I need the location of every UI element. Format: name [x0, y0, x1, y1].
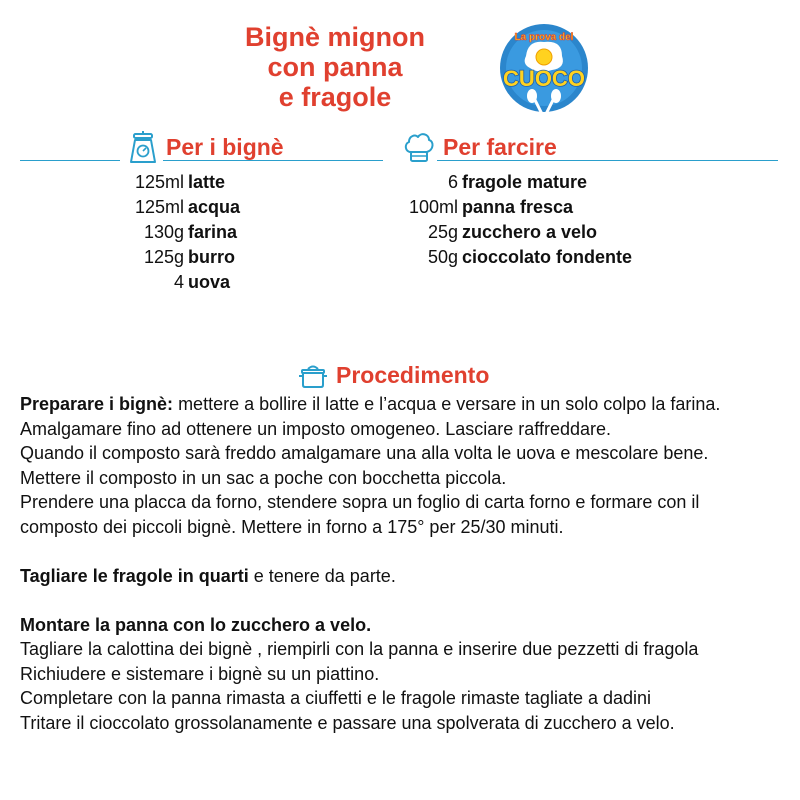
title-line-3: e fragole — [278, 82, 392, 112]
procedure-line — [20, 564, 790, 589]
ingredient-qty: 125ml — [134, 172, 184, 192]
section-farcire-title: Per farcire — [443, 133, 557, 160]
section-procedimento-title: Procedimento — [336, 362, 490, 388]
procedure-line: Mettere il composto in un sac a poche con bocchetta piccola. — [20, 467, 507, 488]
section-bigne-title: Per i bignè — [166, 133, 284, 160]
procedure-text — [20, 392, 790, 735]
ingredient-row — [120, 270, 240, 295]
cooking-pot-icon — [298, 363, 328, 389]
ingredient-qty: 130g — [143, 222, 184, 242]
la-prova-del-cuoco-logo — [492, 18, 596, 118]
ingredient-row — [120, 245, 240, 270]
ingredient-qty: 125g — [143, 247, 184, 267]
ingredient-row — [120, 195, 240, 220]
ingredient-row — [390, 245, 632, 270]
ingredient-qty: 50g — [427, 247, 458, 267]
procedure-line: composto dei piccoli bignè. Mettere in forno a 175° per 25/30 minuti. — [20, 516, 564, 537]
chef-hat-icon — [403, 130, 435, 164]
ingredient-name: latte — [188, 172, 226, 192]
ingredient-name: panna fresca — [462, 197, 574, 217]
title-line-1: Bignè mignon — [245, 22, 425, 52]
divider-right — [437, 160, 778, 161]
ingredient-name: zucchero a velo — [462, 222, 598, 242]
procedure-line: Tritare il cioccolato grossolanamente e passare una spolverata di zucchero a velo. — [20, 712, 675, 733]
bigne-ingredient-list — [120, 170, 240, 295]
procedure-line: Richiudere e sistemare i bignè su un piattino. — [20, 663, 380, 684]
section-procedimento-header — [298, 362, 489, 389]
ingredient-name: fragole mature — [462, 172, 588, 192]
procedure-line: Tagliare la calottina dei bignè , riempirli con la panna e inserire due pezzetti di fragola — [20, 639, 699, 659]
procedure-line: Prendere una placca da forno, stendere sopra un foglio di carta forno e formare con il — [20, 492, 700, 512]
ingredient-name: burro — [188, 247, 235, 267]
ingredient-row — [120, 220, 240, 245]
ingredient-qty: 125ml — [134, 197, 184, 217]
section-bigne-header — [128, 130, 284, 164]
ingredient-row — [390, 220, 632, 245]
ingredient-row — [390, 170, 632, 195]
ingredient-row — [120, 170, 240, 195]
title-line-2: con panna — [267, 52, 403, 82]
ingredient-qty: 100ml — [408, 197, 458, 217]
recipe-title — [200, 22, 470, 112]
divider-left-a — [20, 160, 120, 161]
ingredient-qty: 4 — [173, 272, 184, 292]
ingredient-name: cioccolato fondente — [462, 247, 633, 267]
procedure-step-title: Preparare i bignè: — [20, 394, 174, 414]
kitchen-scale-icon — [128, 130, 158, 164]
ingredient-qty: 25g — [427, 222, 458, 242]
procedure-line — [20, 392, 790, 417]
procedure-line: Quando il composto sarà freddo amalgamare una alla volta le uova e mescolare bene. — [20, 443, 709, 463]
ingredient-qty: 6 — [447, 172, 458, 192]
ingredient-row — [390, 195, 632, 220]
procedure-step-text: mettere a bollire il latte e l’acqua e versare in un solo colpo la farina. — [173, 394, 721, 414]
logo-main-text: CUOCO — [503, 66, 585, 91]
divider-left-b — [163, 160, 383, 161]
farcire-ingredient-list — [390, 170, 632, 270]
logo-top-text: La prova del — [514, 32, 574, 43]
procedure-line: Completare con la panna rimasta a ciuffetti e le fragole rimaste tagliate a dadini — [20, 688, 652, 708]
ingredient-name: uova — [188, 272, 231, 292]
ingredient-name: acqua — [188, 197, 241, 217]
procedure-step-title: Montare la panna con lo zucchero a velo. — [20, 614, 372, 635]
ingredient-name: farina — [188, 222, 238, 242]
section-farcire-header — [403, 130, 557, 164]
procedure-step-text: e tenere da parte. — [248, 565, 396, 586]
procedure-step-title: Tagliare le fragole in quarti — [20, 565, 249, 586]
procedure-line: Amalgamare fino ad ottenere un imposto omogeneo. Lasciare raffreddare. — [20, 418, 612, 439]
